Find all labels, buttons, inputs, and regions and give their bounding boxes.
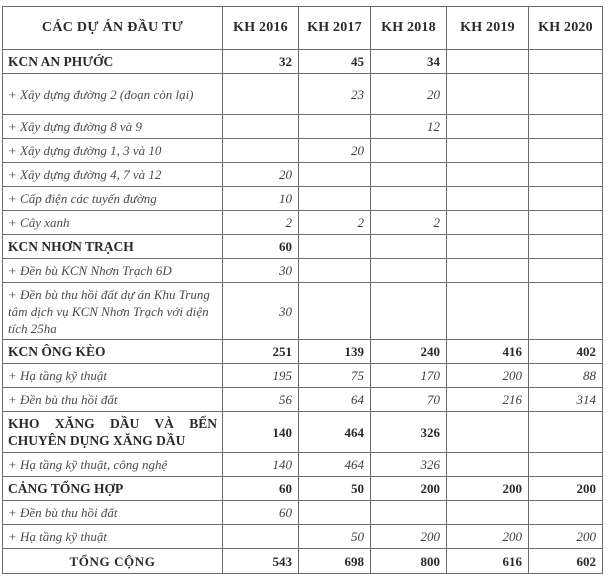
row-label: + Hạ tầng kỹ thuật <box>3 525 223 549</box>
value-kh-2016 <box>223 139 299 163</box>
header-kh-2020: KH 2020 <box>529 7 603 50</box>
item-row <box>3 501 603 525</box>
group-row-kcn-nhon-trach <box>3 235 603 259</box>
item-row <box>3 453 603 477</box>
group-row-kcn-ong-keo <box>3 340 603 364</box>
value-kh-2016: 30 <box>223 259 299 283</box>
header-kh-2018: KH 2018 <box>371 7 447 50</box>
row-label: + Hạ tầng kỹ thuật, công nghệ <box>3 453 223 477</box>
value-kh-2020: 200 <box>529 477 603 501</box>
value-kh-2019 <box>447 501 529 525</box>
item-row <box>3 187 603 211</box>
item-row <box>3 283 603 340</box>
value-kh-2016 <box>223 74 299 115</box>
header-kh-2016: KH 2016 <box>223 7 299 50</box>
group-row-kho-xang-dau <box>3 412 603 453</box>
value-kh-2018: 200 <box>371 477 447 501</box>
value-kh-2016: 140 <box>223 412 299 453</box>
value-kh-2018 <box>371 139 447 163</box>
value-kh-2019 <box>447 453 529 477</box>
value-kh-2018: 326 <box>371 453 447 477</box>
header-projects: CÁC DỰ ÁN ĐẦU TƯ <box>3 7 223 50</box>
value-kh-2017: 139 <box>299 340 371 364</box>
value-kh-2016: 56 <box>223 388 299 412</box>
value-kh-2020: 88 <box>529 364 603 388</box>
value-kh-2017 <box>299 259 371 283</box>
value-kh-2017 <box>299 235 371 259</box>
row-label: + Xây dựng đường 8 và 9 <box>3 115 223 139</box>
item-row <box>3 115 603 139</box>
value-kh-2020 <box>529 453 603 477</box>
value-kh-2019 <box>447 115 529 139</box>
value-kh-2020: 402 <box>529 340 603 364</box>
total-row <box>3 549 603 574</box>
row-label: + Đền bù thu hồi đất <box>3 501 223 525</box>
header-kh-2017: KH 2017 <box>299 7 371 50</box>
row-label: KCN ÔNG KÈO <box>3 340 223 364</box>
item-row <box>3 163 603 187</box>
row-label: CẢNG TỔNG HỢP <box>3 477 223 501</box>
row-label: KHO XĂNG DẦU VÀ BẾN CHUYÊN DỤNG XĂNG DẦU <box>3 412 223 453</box>
value-kh-2020: 314 <box>529 388 603 412</box>
value-kh-2018: 20 <box>371 74 447 115</box>
value-kh-2017: 45 <box>299 50 371 74</box>
value-kh-2020 <box>529 259 603 283</box>
value-kh-2020 <box>529 74 603 115</box>
total-kh-2017: 698 <box>299 549 371 574</box>
row-label: KCN NHƠN TRẠCH <box>3 235 223 259</box>
value-kh-2020 <box>529 187 603 211</box>
row-label: + Đền bù KCN Nhơn Trạch 6D <box>3 259 223 283</box>
value-kh-2018: 34 <box>371 50 447 74</box>
value-kh-2017 <box>299 501 371 525</box>
value-kh-2017 <box>299 187 371 211</box>
group-row-cang-tong-hop <box>3 477 603 501</box>
value-kh-2019 <box>447 211 529 235</box>
row-label: + Cấp điện các tuyến đường <box>3 187 223 211</box>
value-kh-2017: 50 <box>299 477 371 501</box>
value-kh-2019: 200 <box>447 525 529 549</box>
value-kh-2018 <box>371 283 447 340</box>
value-kh-2017: 464 <box>299 412 371 453</box>
value-kh-2016: 195 <box>223 364 299 388</box>
row-label: + Đền bù thu hồi đất dự án Khu Trung tâm dịch vụ KCN Nhơn Trạch với diện tích 25ha <box>3 283 223 340</box>
value-kh-2019 <box>447 412 529 453</box>
value-kh-2020 <box>529 283 603 340</box>
total-label: TỔNG CỘNG <box>3 549 223 574</box>
value-kh-2016: 2 <box>223 211 299 235</box>
value-kh-2017: 64 <box>299 388 371 412</box>
value-kh-2019: 416 <box>447 340 529 364</box>
value-kh-2018: 200 <box>371 525 447 549</box>
value-kh-2019 <box>447 235 529 259</box>
total-kh-2019: 616 <box>447 549 529 574</box>
investment-table <box>2 6 603 574</box>
value-kh-2019 <box>447 163 529 187</box>
header-row <box>3 7 603 50</box>
row-label: + Xây dựng đường 2 (đoạn còn lại) <box>3 74 223 115</box>
value-kh-2017 <box>299 163 371 187</box>
item-row <box>3 211 603 235</box>
value-kh-2017: 20 <box>299 139 371 163</box>
value-kh-2017: 50 <box>299 525 371 549</box>
value-kh-2016: 32 <box>223 50 299 74</box>
item-row <box>3 525 603 549</box>
total-kh-2018: 800 <box>371 549 447 574</box>
value-kh-2016: 20 <box>223 163 299 187</box>
value-kh-2016: 30 <box>223 283 299 340</box>
value-kh-2018 <box>371 259 447 283</box>
item-row <box>3 139 603 163</box>
value-kh-2016: 60 <box>223 235 299 259</box>
value-kh-2020 <box>529 412 603 453</box>
value-kh-2018 <box>371 235 447 259</box>
value-kh-2018: 240 <box>371 340 447 364</box>
item-row <box>3 364 603 388</box>
row-label: + Xây dựng đường 4, 7 và 12 <box>3 163 223 187</box>
value-kh-2016: 10 <box>223 187 299 211</box>
value-kh-2016 <box>223 525 299 549</box>
total-kh-2016: 543 <box>223 549 299 574</box>
value-kh-2016 <box>223 115 299 139</box>
value-kh-2019 <box>447 259 529 283</box>
total-kh-2020: 602 <box>529 549 603 574</box>
value-kh-2017: 464 <box>299 453 371 477</box>
item-row <box>3 74 603 115</box>
value-kh-2017 <box>299 283 371 340</box>
row-label: KCN AN PHƯỚC <box>3 50 223 74</box>
value-kh-2020: 200 <box>529 525 603 549</box>
value-kh-2019: 200 <box>447 477 529 501</box>
item-row <box>3 259 603 283</box>
value-kh-2019: 200 <box>447 364 529 388</box>
value-kh-2020 <box>529 211 603 235</box>
value-kh-2019 <box>447 139 529 163</box>
row-label: + Cây xanh <box>3 211 223 235</box>
value-kh-2020 <box>529 235 603 259</box>
value-kh-2019 <box>447 283 529 340</box>
value-kh-2017 <box>299 115 371 139</box>
group-row-kcn-an-phuoc <box>3 50 603 74</box>
row-label: + Hạ tầng kỹ thuật <box>3 364 223 388</box>
value-kh-2016: 140 <box>223 453 299 477</box>
value-kh-2018: 326 <box>371 412 447 453</box>
value-kh-2019: 216 <box>447 388 529 412</box>
value-kh-2019 <box>447 50 529 74</box>
value-kh-2018: 170 <box>371 364 447 388</box>
value-kh-2018 <box>371 163 447 187</box>
value-kh-2020 <box>529 139 603 163</box>
value-kh-2016: 60 <box>223 477 299 501</box>
value-kh-2018 <box>371 187 447 211</box>
value-kh-2019 <box>447 187 529 211</box>
row-label: + Đền bù thu hồi đất <box>3 388 223 412</box>
value-kh-2018: 2 <box>371 211 447 235</box>
row-label: + Xây dựng đường 1, 3 và 10 <box>3 139 223 163</box>
item-row <box>3 388 603 412</box>
value-kh-2017: 2 <box>299 211 371 235</box>
header-kh-2019: KH 2019 <box>447 7 529 50</box>
value-kh-2020 <box>529 163 603 187</box>
value-kh-2018: 70 <box>371 388 447 412</box>
value-kh-2017: 75 <box>299 364 371 388</box>
value-kh-2019 <box>447 74 529 115</box>
value-kh-2020 <box>529 50 603 74</box>
value-kh-2018: 12 <box>371 115 447 139</box>
value-kh-2016: 251 <box>223 340 299 364</box>
value-kh-2017: 23 <box>299 74 371 115</box>
value-kh-2018 <box>371 501 447 525</box>
value-kh-2020 <box>529 501 603 525</box>
value-kh-2020 <box>529 115 603 139</box>
value-kh-2016: 60 <box>223 501 299 525</box>
